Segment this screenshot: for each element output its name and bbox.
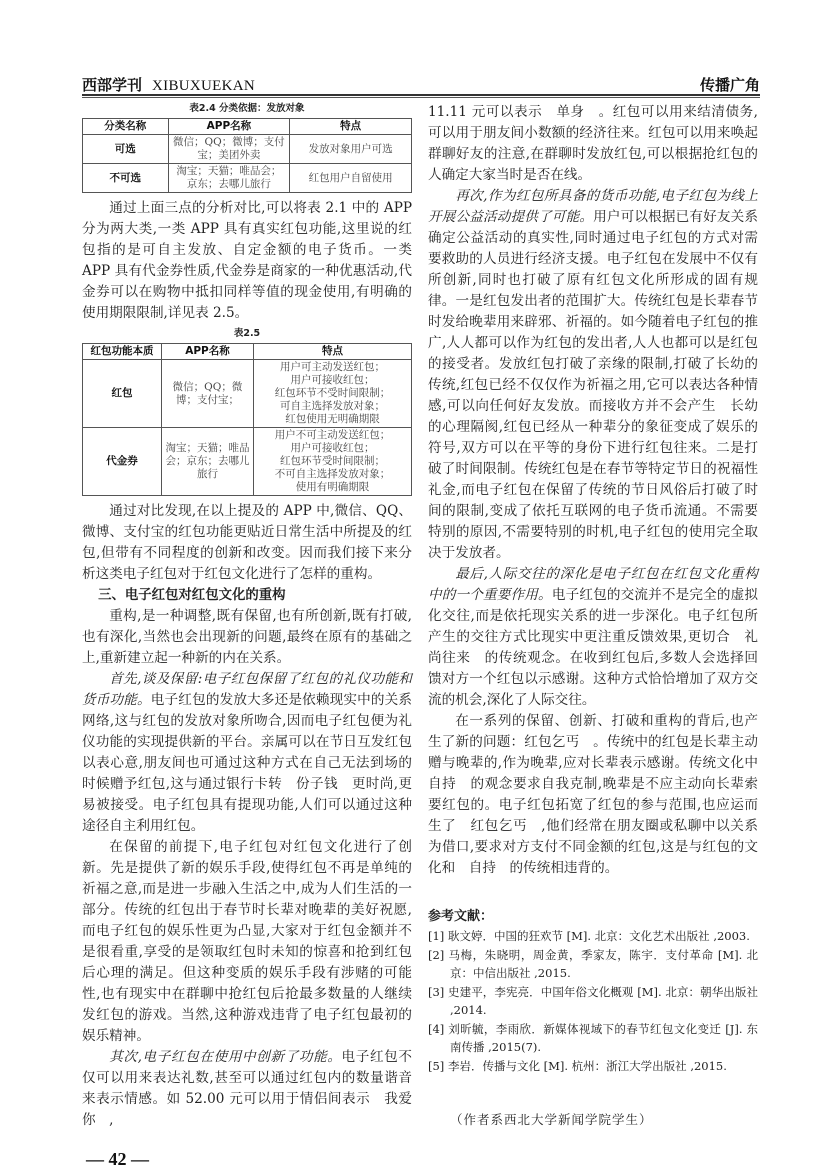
reference-item: [3] 史建平，李宪亮．中国年俗文化概观 [M]. 北京：朝华出版社 ,2014. [428,985,758,1017]
table-cell: 可选 [83,135,169,164]
journal-name-en: XIBUXUEKAN [152,78,256,94]
paragraph [82,669,412,837]
table-cell: 发放对象用户可选 [290,135,412,164]
table-cell: 红包用户自留使用 [290,164,412,193]
paragraph-lead: 首先,谈及保留:电子红包保留了红包的礼仪功能和货币功能。 [82,671,412,708]
feature-line: 红包使用无明确期限 [285,413,380,425]
table-cell: 淘宝；天猫；唯品会；京东；去哪儿旅行 [168,164,290,193]
feature-line: 不可自主选择发放对象； [274,468,391,480]
paragraph [428,564,758,711]
author-note: （作者系西北大学新闻学院学生） [450,1112,653,1127]
table-header: 特点 [290,119,412,135]
table-2-5 [82,343,412,496]
table-row [83,164,412,193]
table-cell [254,360,412,428]
table-2-4 [82,118,412,193]
right-column [428,102,772,1130]
table-header: 分类名称 [83,119,169,135]
table-cell: 微信；QQ；微博；支付宝；美团外卖 [168,135,290,164]
feature-line: 用户可接收红包； [290,374,375,386]
table-2-4-caption: 表2.4 分类依据：发放对象 [189,103,305,114]
left-column [82,102,412,1171]
feature-line: 用户可接收红包； [290,442,375,454]
table-row [83,428,412,496]
table-header: APP名称 [168,119,290,135]
paragraph [82,1047,412,1131]
paragraph-body: 电子红包的发放大多还是依赖现实中的关系网络,这与红包的发放对象所吻合,因而电子红包便为礼仪功能的实现提供新的平台。亲属可以在节日互发红包以表心意,朋友间也可通过这种方式在自己无法到场的时候赠予红包,这与通过银行卡转 份子钱 更时尚,更易被接受。电子红包具有提现功能,人们可以通过这种途径自主利用红包。 [82,692,413,834]
table-2-5-caption: 表2.5 [233,328,261,339]
paragraph [428,186,772,564]
table-cell: 不可选 [83,164,169,193]
journal-header [82,74,255,95]
table-cell: 微信；QQ；微博；支付宝； [161,360,253,428]
header-rule [82,94,760,98]
feature-line: 红包环节不受时间限制； [274,387,391,399]
table-header: APP名称 [161,344,253,360]
table-row [83,135,412,164]
paragraph-body: 电子红包的交流并不是完全的虚拟化交往,而是依托现实关系的进一步深化。电子红包所产生的交往方式比现实中更注重反馈效果,更切合 礼尚往来 的传统观念。在收到红包后,多数人会选择回馈对方一个红包以示感谢。这种方式恰恰增加了双方交流的机会,深化了人际交往。 [428,587,759,708]
paragraph-body: 电子红包不仅可以用来表达礼数,甚至可以通过红包内的数量谐音来表示情感。如 52.00 元可以用于情侣间表示 我爱你 , [82,1049,412,1128]
feature-line: 红包环节受时间限制； [280,455,386,467]
reference-item: [5] 李岩．传播与文化 [M]. 杭州：浙江大学出版社 ,2015. [428,1059,727,1073]
feature-line: 使用有明确期限 [295,481,370,493]
table-cell: 淘宝；天猫；唯品会；京东；去哪儿旅行 [161,428,253,496]
section-name: 传播广角 [699,76,760,94]
reference-item: [2] 马梅，朱晓明，周金黄，季家友，陈宇．支付革命 [M]. 北京：中信出版社 ,2015. [428,948,758,980]
references-title: 参考文献： [428,909,494,924]
paragraph: 重构,是一种调整,既有保留,也有所创新,既有打破,也有深化,当然也会出现新的问题,最终在原有的基础之上,重新建立起一种新的内在关系。 [82,608,412,666]
table-cell: 代金券 [83,428,162,496]
table-header: 特点 [254,344,412,360]
section-heading: 三、电子红包对红包文化的重构 [98,588,286,603]
paragraph-lead: 再次,作为红包所具备的货币功能,电子红包为线上开展公益活动提供了可能。 [428,188,758,225]
reference-item: [4] 刘昕毓，李雨欣．新媒体视域下的春节红包文化变迁 [J]. 东南传播 ,2015(7). [428,1022,758,1054]
feature-line: 用户可主动发送红包； [280,361,386,373]
paragraph: 通过对比发现,在以上提及的 APP 中,微信、QQ、微博、支付宝的红包功能更贴近日常生活中所提及的红包,但带有不同程度的创新和改变。因而我们接下来分析这类电子红包对于红包文化进行了怎样的重构。 [82,503,412,582]
journal-name-cn: 西部学刊 [82,76,143,94]
paragraph: 在一系列的保留、创新、打破和重构的背后,也产生了新的问题：红包乞丐 。传统中的红包是长辈主动赠与晚辈的,作为晚辈,应对长辈表示感谢。传统文化中 自持 的观念要求自我克制,晚辈是不应主动向长辈索要红包的。电子红包拓宽了红包的参与范围,也应运而生了 红包乞丐 ,他们经常在朋友圈或私聊中以关系为借口,要求对方支付不同金额的红包,这是与红包的文化和 自持 的传统相违背的。 [428,713,772,876]
paragraph: 通过上面三点的分析对比,可以将表 2.1 中的 APP 分为两大类,一类 APP 具有真实红包功能,这里说的红包指的是可自主发放、自定金额的电子货币。一类 APP 具有代金券性质,代金券是商家的一种优惠活动,代金券可以在购物中抵扣同样等值的现金使用,有明确的使用期限限制,详见表 2.5。 [82,200,412,321]
page-number: — 42 — [86,1149,149,1169]
table-cell [254,428,412,496]
table-cell: 红包 [83,360,162,428]
feature-line: 用户不可主动发送红包； [274,429,391,441]
feature-line: 可自主选择发放对象； [280,400,386,412]
table-row [83,360,412,428]
reference-item: [1] 耿文婷．中国的狂欢节 [M]. 北京：文化艺术出版社 ,2003. [428,929,750,943]
paragraph: 在保留的前提下,电子红包对红包文化进行了创新。先是提供了新的娱乐手段,使得红包不再是单纯的祈福之意,而是进一步融入生活之中,成为人们生活的一部分。传统的红包出于春节时长辈对晚辈的美好祝愿,而电子红包的娱乐性更为凸显,大家对于红包金额并不是很看重,享受的是领取红包时未知的惊喜和抢到红包后心理的满足。但这种变质的娱乐手段有涉赌的可能性,也有现实中在群聊中抢红包后抢最多数量的人继续发红包的游戏。当然,这种游戏违背了电子红包最初的娱乐精神。 [82,839,412,1044]
table-header: 红包功能本质 [83,344,162,360]
paragraph-lead: 其次,电子红包在使用中创新了功能。 [109,1049,342,1065]
paragraph-body: 用户可以根据已有好友关系确定公益活动的真实性,同时通过电子红包的方式对需要救助的人员进行经济支援。电子红包在发展中不仅有所创新,同时也打破了原有红包文化所形成的固有规律。一是红包发出者的范围扩大。传统红包是长辈春节时发给晚辈用来辟邪、祈福的。如今随着电子红包的推广,人人都可以作为红包的发出者,人人也都可以是红包的接受者。发放红包打破了亲缘的限制,打破了长幼的传统,红包已经不仅仅作为祈福之用,它可以表达各种情感,可以向任何好友发放。而接收方并不会产生 长幼 的心理隔阂,红包已经从一种辈分的象征变成了娱乐的符号,双方可以在平等的身份下进行红包往来。二是打破了时间限制。传统红包是在春节等特定节日的祝福性礼金,而电子红包在保留了传统的节日风俗后打破了时间的限制,变成了依托互联网的电子货币流通。不需要特别的原因,不需要特别的时机,电子红包的使用完全取决于发放者。 [428,209,772,561]
paragraph: 11.11 元可以表示 单身 。红包可以用来结清债务,可以用于朋友间小数额的经济往来。红包可以用来唤起群聊好友的注意,在群聊时发放红包,可以根据抢红包的人确定大家当时是否在线。 [428,104,758,183]
paragraph-lead: 最后,人际交往的深化是电子红包在红包文化重构中的一个重要作用。 [428,566,758,603]
